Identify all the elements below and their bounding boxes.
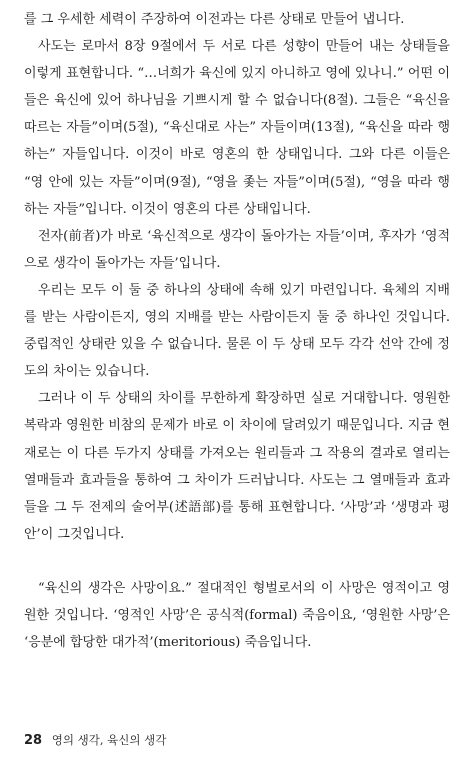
- running-title: 영의 생각, 육신의 생각: [51, 733, 167, 747]
- paragraph: 그러나 이 두 상태의 차이를 무한하게 확장하면 실로 거대합니다. 영원한 복락과 영원한 비참의 문제가 바로 이 차이에 달려있기 때문입니다. 지금 현재로는 이 다른 두가지 상태를 가져오는 원리들과 그 작용의 결과로 열리는 열매들과 효과들을 통하여 그 차이가 드러납니다. 사도는 그 열매들과 효과들을 그 두 전제의 술어부(述語部)를 통해 표현합니다. ‘사망’과 ‘생명과 평안’이 그것입니다.: [24, 391, 450, 542]
- page-number: 28: [24, 733, 43, 748]
- body-text: [24, 6, 450, 656]
- paragraph: “육신의 생각은 사망이요.” 절대적인 형벌로서의 이 사망은 영적이고 영원한 것입니다. ‘영적인 사망’은 공식적(formal) 죽음이요, ‘영원한 사망’은 ‘응분에 합당한 대가적’(meritorious) 죽음입니다.: [24, 580, 450, 651]
- paragraph: 전자(前者)가 바로 ‘육신적으로 생각이 돌아가는 자들’이며, 후자가 ‘영적으로 생각이 돌아가는 자들’입니다.: [24, 228, 450, 271]
- paragraph: 사도는 로마서 8장 9절에서 두 서로 다른 성향이 만들어 내는 상태들을 이렇게 표현합니다. “…너희가 육신에 있지 아니하고 영에 있나니.” 어떤 이들은 육신에 있어 하나님을 기쁘시게 할 수 없습니다(8절). 그들은 “육신을 따르는 자들”이며(5절), “육신대로 사는” 자들이며(13절), “육신을 따라 행하는” 자들입니다. 이것이 바로 영혼의 한 상태입니다. 그와 다른 이들은 “영 안에 있는 자들”이며(9절), “영을 좇는 자들”이며(5절), “영을 따라 행하는 자들”입니다. 이것이 영혼의 다른 상태입니다.: [24, 39, 450, 217]
- paragraph: 를 그 우세한 세력이 주장하여 이전과는 다른 상태로 만들어 냅니다.: [24, 12, 405, 27]
- page-footer: [24, 732, 166, 748]
- paragraph: 우리는 모두 이 둘 중 하나의 상태에 속해 있기 마련입니다. 육체의 지배를 받는 사람이든지, 영의 지배를 받는 사람이든지 둘 중 하나인 것입니다. 중립적인 상태란 있을 수 없습니다. 물론 이 두 상태 모두 각각 선악 간에 정도의 차이는 있습니다.: [24, 282, 450, 380]
